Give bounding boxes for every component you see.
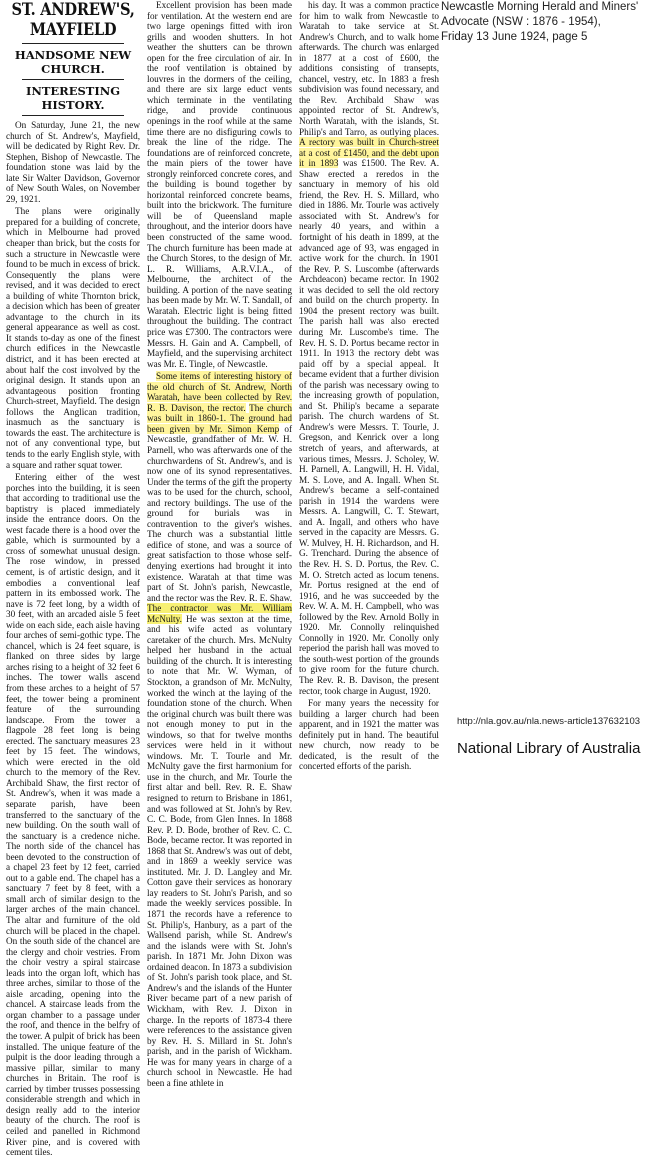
col2-text-c: He was sexton at the time, and his wife acted as voluntary caretaker of the church. Mrs. McNulty helped her husband in the actual building of the church. It is interesting to note that Mr. W. Wyman, of Stockton, a grandson of Mr. McNulty, worked the winch at the laying of the foundation stone of the church. When the original church was built there was not enough money to put in the windows, so that for twelve months services were held in it without windows. Mr. T. Tourle and Mr. McNulty gave the first harmonium for use in the church, and Mr. Tourle the first altar and bell. Rev. R. E. Shaw resigned to return to Brisbane in 1861, and was followed at St. John's by Rev. C. C. Bode, from Glen Innes. In 1868 Rev. P. D. Bode, brother of Rev. C. C. Bode, became rector. It was reported in 1868 that St. Andrew's was out of debt, and in 1869 a weekly service was instituted. Mr. J. D. Langley and Mr. Cotton gave their services as honorary lay readers to St. John's Parish, and so made the weekly services possible. In 1871 the records have a reference to St. Philip's, Hanbury, as a part of the Wallsend parish, while St. Andrew's and the islands were with St. John's parish. In 1871 Mr. John Dixon was ordained deacon. In 1873 a subdivision of St. John's parish took place, and St. Andrew's and the islands of the Hunter River became part of a new parish of Wickham, with Rev. J. Dixon in charge. In the reports of 1873-4 there were references to the assistance given by Rev. H. S. Millard in St. John's parish, and in the parish of Wickham. He was for many years in charge of a church school in Newcastle. He had been a fine athlete in [147, 613, 292, 1088]
col3-text-b: was £1500. The Rev. A. Shaw erected a reredos in the sanctuary in memory of his old friend, the Rev. H. S. Millard, who died in 1886. Mr. Tourle was actively associated with St. Andrew's for nearly 40 years, and within a fortnight of his death in 1899, at the advanced age of 93, was engaged in active work for the church. In 1901 the Rev. P. S. Luscombe (afterwards Archdeacon) became rector. In 1902 it was decided to sell the old rectory and build on the church property. In 1904 the present rectory was built. The parish hall was also erected during Mr. Luscombe's time. The Rev. H. S. D. Portus became rector in 1911. In 1913 the rectory debt was paid off by a special appeal. It became evident that a further division of the parish was necessary owing to the increasing growth of population, and St. Philip's became a separate parish. The church wardens of St. Andrew's were Messrs. T. Tourle, J. Gregson, and Kenrick over a long stretch of years, and afterwards, at various times, Messrs. J. Scholey, W. H. Parnell, A. Langwill, H. H. Vidal, M. S. Love, and A. Ingall. When St. Andrew's became a self-contained parish in 1914 the wardens were Messrs. A. Langwill, C. T. Stewart, and A. Ingall, and others who have served in the capacity are Messrs. G. W. Mulvey, H. H. Richardson, and H. G. Trenchard. During the absence of the Rev. H. S. D. Portus, the Rev. C. M. O. Stretch acted as locum tenens. Mr. Portus resigned at the end of 1916, and he was succeeded by the Rev. W. A. M. H. Campbell, who was followed by the Rev. Arnold Bolly in 1920. Mr. Connolly relinquished Connolly in 1920. Mr. Conolly only reperiod the parish hall was moved to the south-west portion of the grounds to give room for the future church. The Rev. R. B. Davison, the present rector, took charge in August, 1920. [299, 158, 439, 696]
article-column-1 [6, 0, 140, 1158]
col2-text-b: of Newcastle, grandfather of Mr. W. H. Parnell, who was afterwards one of the churchwardens of St. Andrew's, and is now one of its synod representatives. Under the terms of the gift the property was to be used for the church, school, and rectory buildings. The use of the ground for burials was in contravention to the giver's wishes. The church was a substantial little edifice of stone, and was a source of great satisfaction to those whose self-denying exertions had brought it into existence. Waratah at that time was part of St. John's parish, Newcastle, and the rector was the Rev. R. E. Shaw. [147, 423, 292, 603]
col3-paragraph-1 [299, 0, 439, 696]
article-subhead-1: HANDSOME NEW CHURCH. [14, 48, 132, 76]
col2-highlight-3: The contractor was Mr. William McNulty. [147, 603, 292, 624]
article-column-3 [299, 0, 439, 772]
article-column-2 [147, 0, 293, 1088]
masthead-rule [22, 43, 124, 44]
subhead-rule-1 [22, 79, 124, 80]
col2-paragraph-2 [147, 371, 292, 1088]
col3-paragraph-2: For many years the necessity for building a larger church had been apparent, and in 1921 the matter was definitely put in hand. The beautiful new church, now ready to be dedicated, is the result of the concerted efforts of the parish. [299, 698, 439, 772]
col3-text-a: his day. It was a common practice for him to walk from Newcastle to Waratah to take service at St. Andrew's Church, and to walk home afterwards. The church was enlarged in 1877 at a cost of £600, the additions consisting of transepts, chancel, vestry, etc. In 1883 a fresh subdivision was found necessary, and the Rev. Archibald Shaw was appointed rector of St. Andrew's, North Waratah, with the islands, St. Philip's and Tarro, as outlying places. [299, 0, 439, 137]
citation-header [441, 0, 671, 45]
col1-paragraph-2: The plans were originally prepared for a building of concrete, which in Melbourne had proved cheaper than brick, but the costs for such a structure in Newcastle were found to be much in excess of brick. Consequently the plans were revised, and it was decided to erect a building of white Thornton brick, a decision which has been of greater advantage to the church in its general appearance as well as cost. It stands to-day as one of the finest church edifices in the Newcastle district, and it has been erected at about half the cost involved by the original design. It stands upon an advantageous position fronting Church-street, Mayfield. The design follows the Anglican tradition, inasmuch as the sanctuary is towards the east. The architecture is not of any conventional type, but tends to the early English style, with a square and rather squat tower. [6, 206, 140, 470]
col1-paragraph-1: On Saturday, June 21, the new church of St. Andrew's, Mayfield, will be dedicated by Right Rev. Dr. Stephen, Bishop of Newcastle. The foundation stone was laid by the late Sir Walter Davidson, Governor of New South Wales, on November 29, 1921. [6, 120, 140, 204]
article-masthead: ST. ANDREW'S, MAYFIELD [11, 0, 135, 40]
citation-line-1: Newcastle Morning Herald and Miners' Advocate (NSW : 1876 - 1954), [441, 1, 639, 28]
citation-line-2: Friday 13 June 1924, page 5 [441, 31, 588, 43]
subhead-rule-2 [22, 115, 124, 116]
col3-highlight: A rectory was built in Church-street at a cost of £1450, and the debt upon it in 1893 [299, 137, 439, 169]
col2-highlight-1: Some items of interesting history of the old church of St. Andrew, North Waratah, have been collected by Rev. R. B. Davison, the rector. [147, 371, 292, 413]
col2-paragraph-1: Excellent provision has been made for ventilation. At the western end are two large openings fitted with iron grills and wooden shutters. In hot weather the shutters can be thrown open for the free circulation of air. In the roof ventilation is obtained by louvres in the dormers of the ceiling, and there are six large educt vents which terminate in the ventilating ridge, and provide continuous openings in the roof while at the same time there are no disfiguring cowls to break the line of the ridge. The foundations are of reinforced concrete, the main piers of the tower have strongly reinforced concrete cores, and the building is bound together by horizontal reinforced concrete beams, built into the brickwork. The furniture will be of Queensland maple throughout, and the interior doors have been constructed of the same wood. The church furniture has been made at the Church Stores, to the design of Mr. L. R. Williams, A.R.V.I.A., of Melbourne, the architect of the building. A portion of the nave seating has been made by Mr. W. T. Sandall, of Waratah. Electric light is being fitted throughout the building. The contract price was £7300. The contractors were Messrs. H. Gain and A. Campbell, of Mayfield, and the supervising architect was Mr. E. Tingle, of Newcastle. [147, 0, 292, 369]
col1-paragraph-3: Entering either of the west porches into the building, it is seen that according to traditional use the baptistry is placed immediately inside the entrance doors. On the west facade there is a hood over the gable, which is surmounted by a cross of somewhat unusual design. The rose window, in pressed cement, is of artistic design, and it embodies a conventional leaf pattern in its embossed work. The nave is 72 feet long, by a width of 30 feet, with an arcaded aisle 5 feet wide on each side, each aisle having four arches of semi-gothic type. The chancel, which is 24 feet square, is flanked on three sides by large arches rising to a height of 32 feet 6 inches. The tower walls ascend from these arches to a height of 57 feet, the tower being a prominent feature of the surrounding landscape. From the tower a flagpole 28 feet long is being erected. The sanctuary measures 23 feet by 15 feet. The windows, which were erected in the old church to the memory of the Rev. Archibald Shaw, the first rector of St. Andrew's, when it was made a separate parish, have been transferred to the sanctuary of the new building. On the south wall of the sanctuary is a credence niche. The north side of the chancel has been devoted to the construction of a chapel 23 feet by 12 feet, carried out to a gable end. The chapel has a sanctuary 7 feet by 8 feet, with a small arch of similar design to the larger arches of the main chancel. The altar and furniture of the old church will be placed in the chapel. On the south side of the chancel are the clergy and choir vestries. From the choir vestry a spiral staircase leads into the organ loft, which has three arches, similar to those of the aisle arcading, opening into the chancel. A staircase leads from the organ chamber to a passage under the roof, and thence in the belfry of the tower. A pulpit of brick has been installed. The unique feature of the pulpit is the door leading through a massive pillar, similar to many churches in Britain. The roof is carried by timber trusses possessing considerable strength and which in design really add to the interior beauty of the church. The roof is ceiled and panelled in Richmond River pine, and is covered with cement tiles. [6, 472, 140, 1158]
article-url[interactable]: http://nla.gov.au/nla.news-article137632103 [457, 716, 641, 727]
article-subhead-2: INTERESTING HISTORY. [25, 84, 121, 112]
col2-highlight-2: The church was built in 1860-1. The ground had been given by Mr. Simon Kemp [147, 402, 293, 434]
library-credit: National Library of Australia [457, 740, 641, 757]
